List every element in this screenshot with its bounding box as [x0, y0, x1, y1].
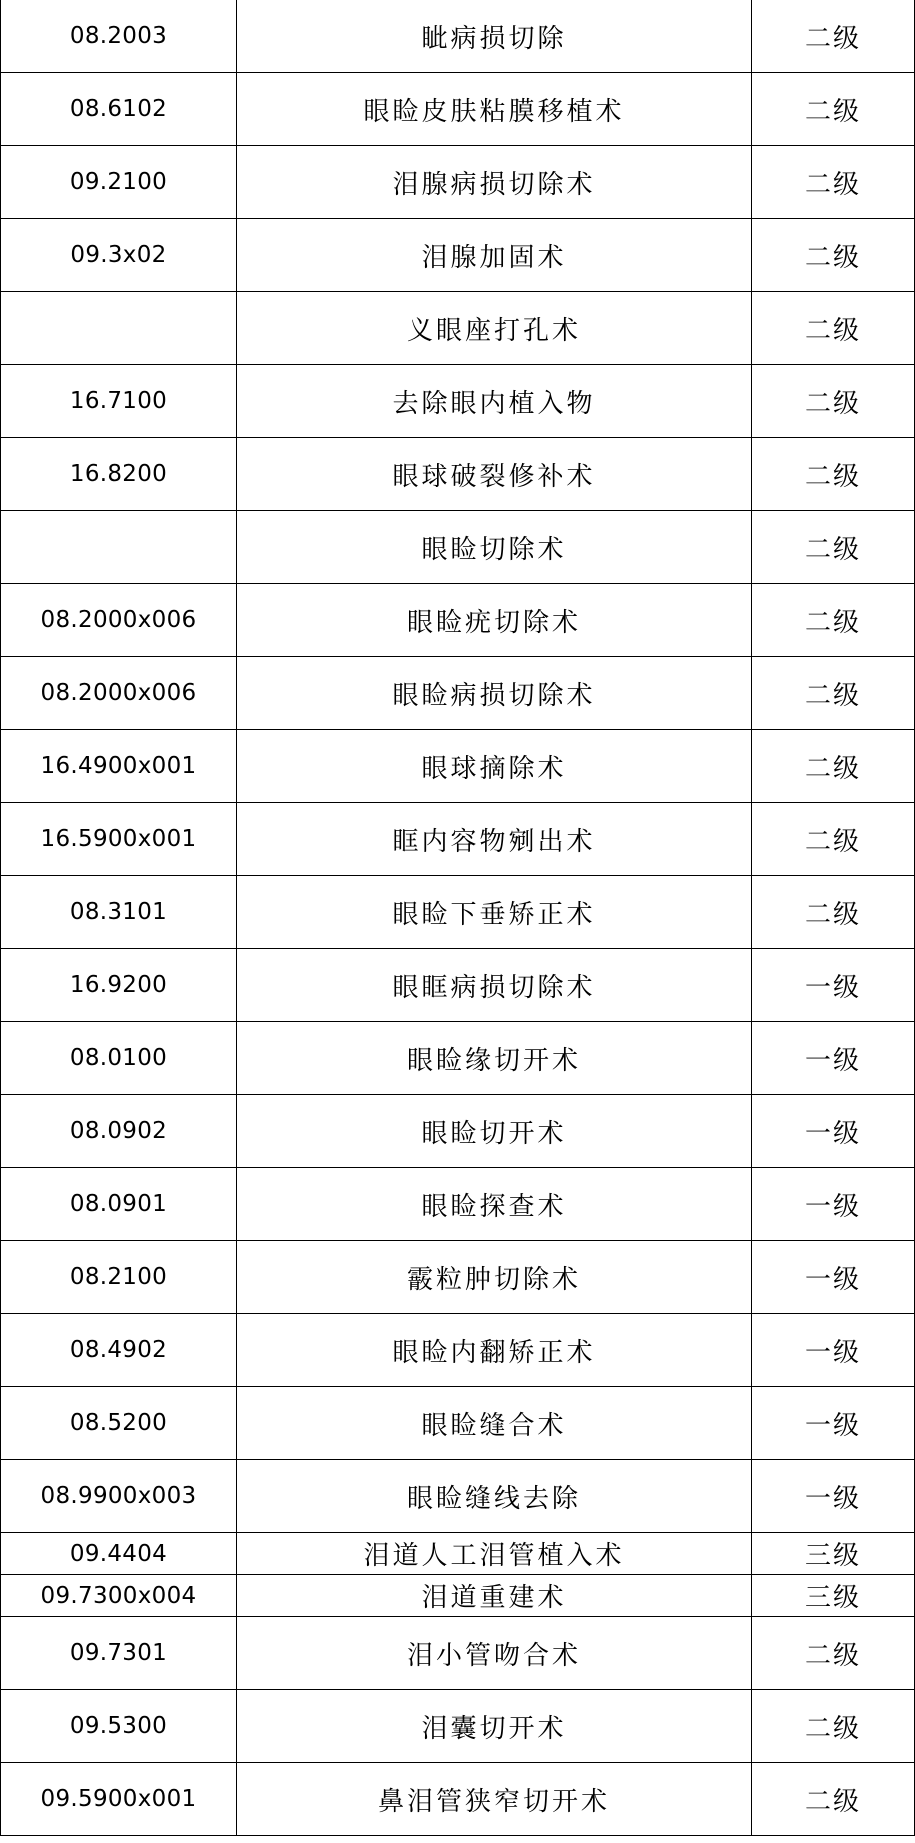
table-row: [1, 1168, 915, 1241]
table-row: [1, 876, 915, 949]
procedure-name: 眼睑疣切除术: [237, 584, 752, 657]
procedure-name: 义眼座打孔术: [237, 292, 752, 365]
procedure-code: 16.4900x001: [1, 730, 237, 803]
procedure-name: 眼眶病损切除术: [237, 949, 752, 1022]
procedure-level: 一级: [752, 1460, 915, 1533]
procedure-code: 08.0901: [1, 1168, 237, 1241]
procedure-code: 09.5900x001: [1, 1763, 237, 1836]
procedure-level: 二级: [752, 219, 915, 292]
table-row: [1, 1241, 915, 1314]
procedure-name: 泪道重建术: [237, 1575, 752, 1617]
procedure-name: 眼睑探查术: [237, 1168, 752, 1241]
procedure-level: 二级: [752, 146, 915, 219]
procedure-level: 二级: [752, 511, 915, 584]
procedure-level: 二级: [752, 876, 915, 949]
procedure-name: 鼻泪管狭窄切开术: [237, 1763, 752, 1836]
procedure-code: [1, 292, 237, 365]
procedure-code: 08.3101: [1, 876, 237, 949]
procedure-code: [1, 511, 237, 584]
procedure-level: 一级: [752, 1241, 915, 1314]
procedure-code: 16.8200: [1, 438, 237, 511]
procedure-name: 眼睑下垂矫正术: [237, 876, 752, 949]
procedure-level: 三级: [752, 1533, 915, 1575]
procedure-name: 泪腺加固术: [237, 219, 752, 292]
table-row: [1, 657, 915, 730]
procedure-name: 眼睑缘切开术: [237, 1022, 752, 1095]
procedure-name: 眼睑病损切除术: [237, 657, 752, 730]
table-row: [1, 1387, 915, 1460]
procedure-code: 08.4902: [1, 1314, 237, 1387]
procedure-name: 泪腺病损切除术: [237, 146, 752, 219]
procedure-name: 霰粒肿切除术: [237, 1241, 752, 1314]
procedure-name: 泪道人工泪管植入术: [237, 1533, 752, 1575]
procedure-code: 08.6102: [1, 73, 237, 146]
table-row: [1, 1533, 915, 1575]
table-row: [1, 949, 915, 1022]
procedure-code: 08.2000x006: [1, 657, 237, 730]
procedure-level: 一级: [752, 1095, 915, 1168]
procedure-table-body: [1, 0, 915, 1836]
procedure-level: 一级: [752, 1168, 915, 1241]
table-row: [1, 730, 915, 803]
procedure-level: 二级: [752, 0, 915, 73]
table-row: [1, 1763, 915, 1836]
procedure-code: 09.7300x004: [1, 1575, 237, 1617]
procedure-code: 09.5300: [1, 1690, 237, 1763]
procedure-level: 三级: [752, 1575, 915, 1617]
procedure-name: 眶内容物剜出术: [237, 803, 752, 876]
procedure-level: 一级: [752, 949, 915, 1022]
procedure-name: 眼睑皮肤粘膜移植术: [237, 73, 752, 146]
table-row: [1, 511, 915, 584]
procedure-name: 眼球破裂修补术: [237, 438, 752, 511]
table-row: [1, 438, 915, 511]
table-row: [1, 1575, 915, 1617]
table-row: [1, 1460, 915, 1533]
table-row: [1, 1617, 915, 1690]
procedure-level: 一级: [752, 1314, 915, 1387]
procedure-code: 16.7100: [1, 365, 237, 438]
procedure-code: 09.2100: [1, 146, 237, 219]
table-row: [1, 73, 915, 146]
procedure-name: 泪小管吻合术: [237, 1617, 752, 1690]
procedure-code: 09.4404: [1, 1533, 237, 1575]
table-row: [1, 1690, 915, 1763]
table-row: [1, 292, 915, 365]
table-row: [1, 1022, 915, 1095]
procedure-code: 08.5200: [1, 1387, 237, 1460]
procedure-name: 眼睑切除术: [237, 511, 752, 584]
procedure-level: 一级: [752, 1022, 915, 1095]
procedure-level: 二级: [752, 1617, 915, 1690]
procedure-level: 二级: [752, 657, 915, 730]
procedure-code: 08.0100: [1, 1022, 237, 1095]
procedure-level: 一级: [752, 1387, 915, 1460]
procedure-code: 16.9200: [1, 949, 237, 1022]
procedure-level: 二级: [752, 1690, 915, 1763]
table-row: [1, 803, 915, 876]
table-row: [1, 146, 915, 219]
table-row: [1, 219, 915, 292]
procedure-level: 二级: [752, 803, 915, 876]
procedure-level: 二级: [752, 365, 915, 438]
table-row: [1, 584, 915, 657]
table-row: [1, 365, 915, 438]
procedure-name: 泪囊切开术: [237, 1690, 752, 1763]
procedure-code: 09.3x02: [1, 219, 237, 292]
procedure-level: 二级: [752, 730, 915, 803]
procedure-name: 去除眼内植入物: [237, 365, 752, 438]
procedure-code: 09.7301: [1, 1617, 237, 1690]
procedure-level: 二级: [752, 292, 915, 365]
procedure-level: 二级: [752, 1763, 915, 1836]
table-row: [1, 0, 915, 73]
procedure-name: 眦病损切除: [237, 0, 752, 73]
table-row: [1, 1314, 915, 1387]
procedure-name: 眼睑切开术: [237, 1095, 752, 1168]
procedure-level: 二级: [752, 73, 915, 146]
procedure-name: 眼睑缝线去除: [237, 1460, 752, 1533]
procedure-code: 08.9900x003: [1, 1460, 237, 1533]
procedure-name: 眼球摘除术: [237, 730, 752, 803]
procedure-code: 08.0902: [1, 1095, 237, 1168]
procedure-code: 08.2000x006: [1, 584, 237, 657]
procedure-name: 眼睑内翻矫正术: [237, 1314, 752, 1387]
procedure-level: 二级: [752, 438, 915, 511]
procedure-code: 08.2100: [1, 1241, 237, 1314]
procedure-name: 眼睑缝合术: [237, 1387, 752, 1460]
procedure-code: 16.5900x001: [1, 803, 237, 876]
table-row: [1, 1095, 915, 1168]
procedure-code: 08.2003: [1, 0, 237, 73]
procedure-level: 二级: [752, 584, 915, 657]
